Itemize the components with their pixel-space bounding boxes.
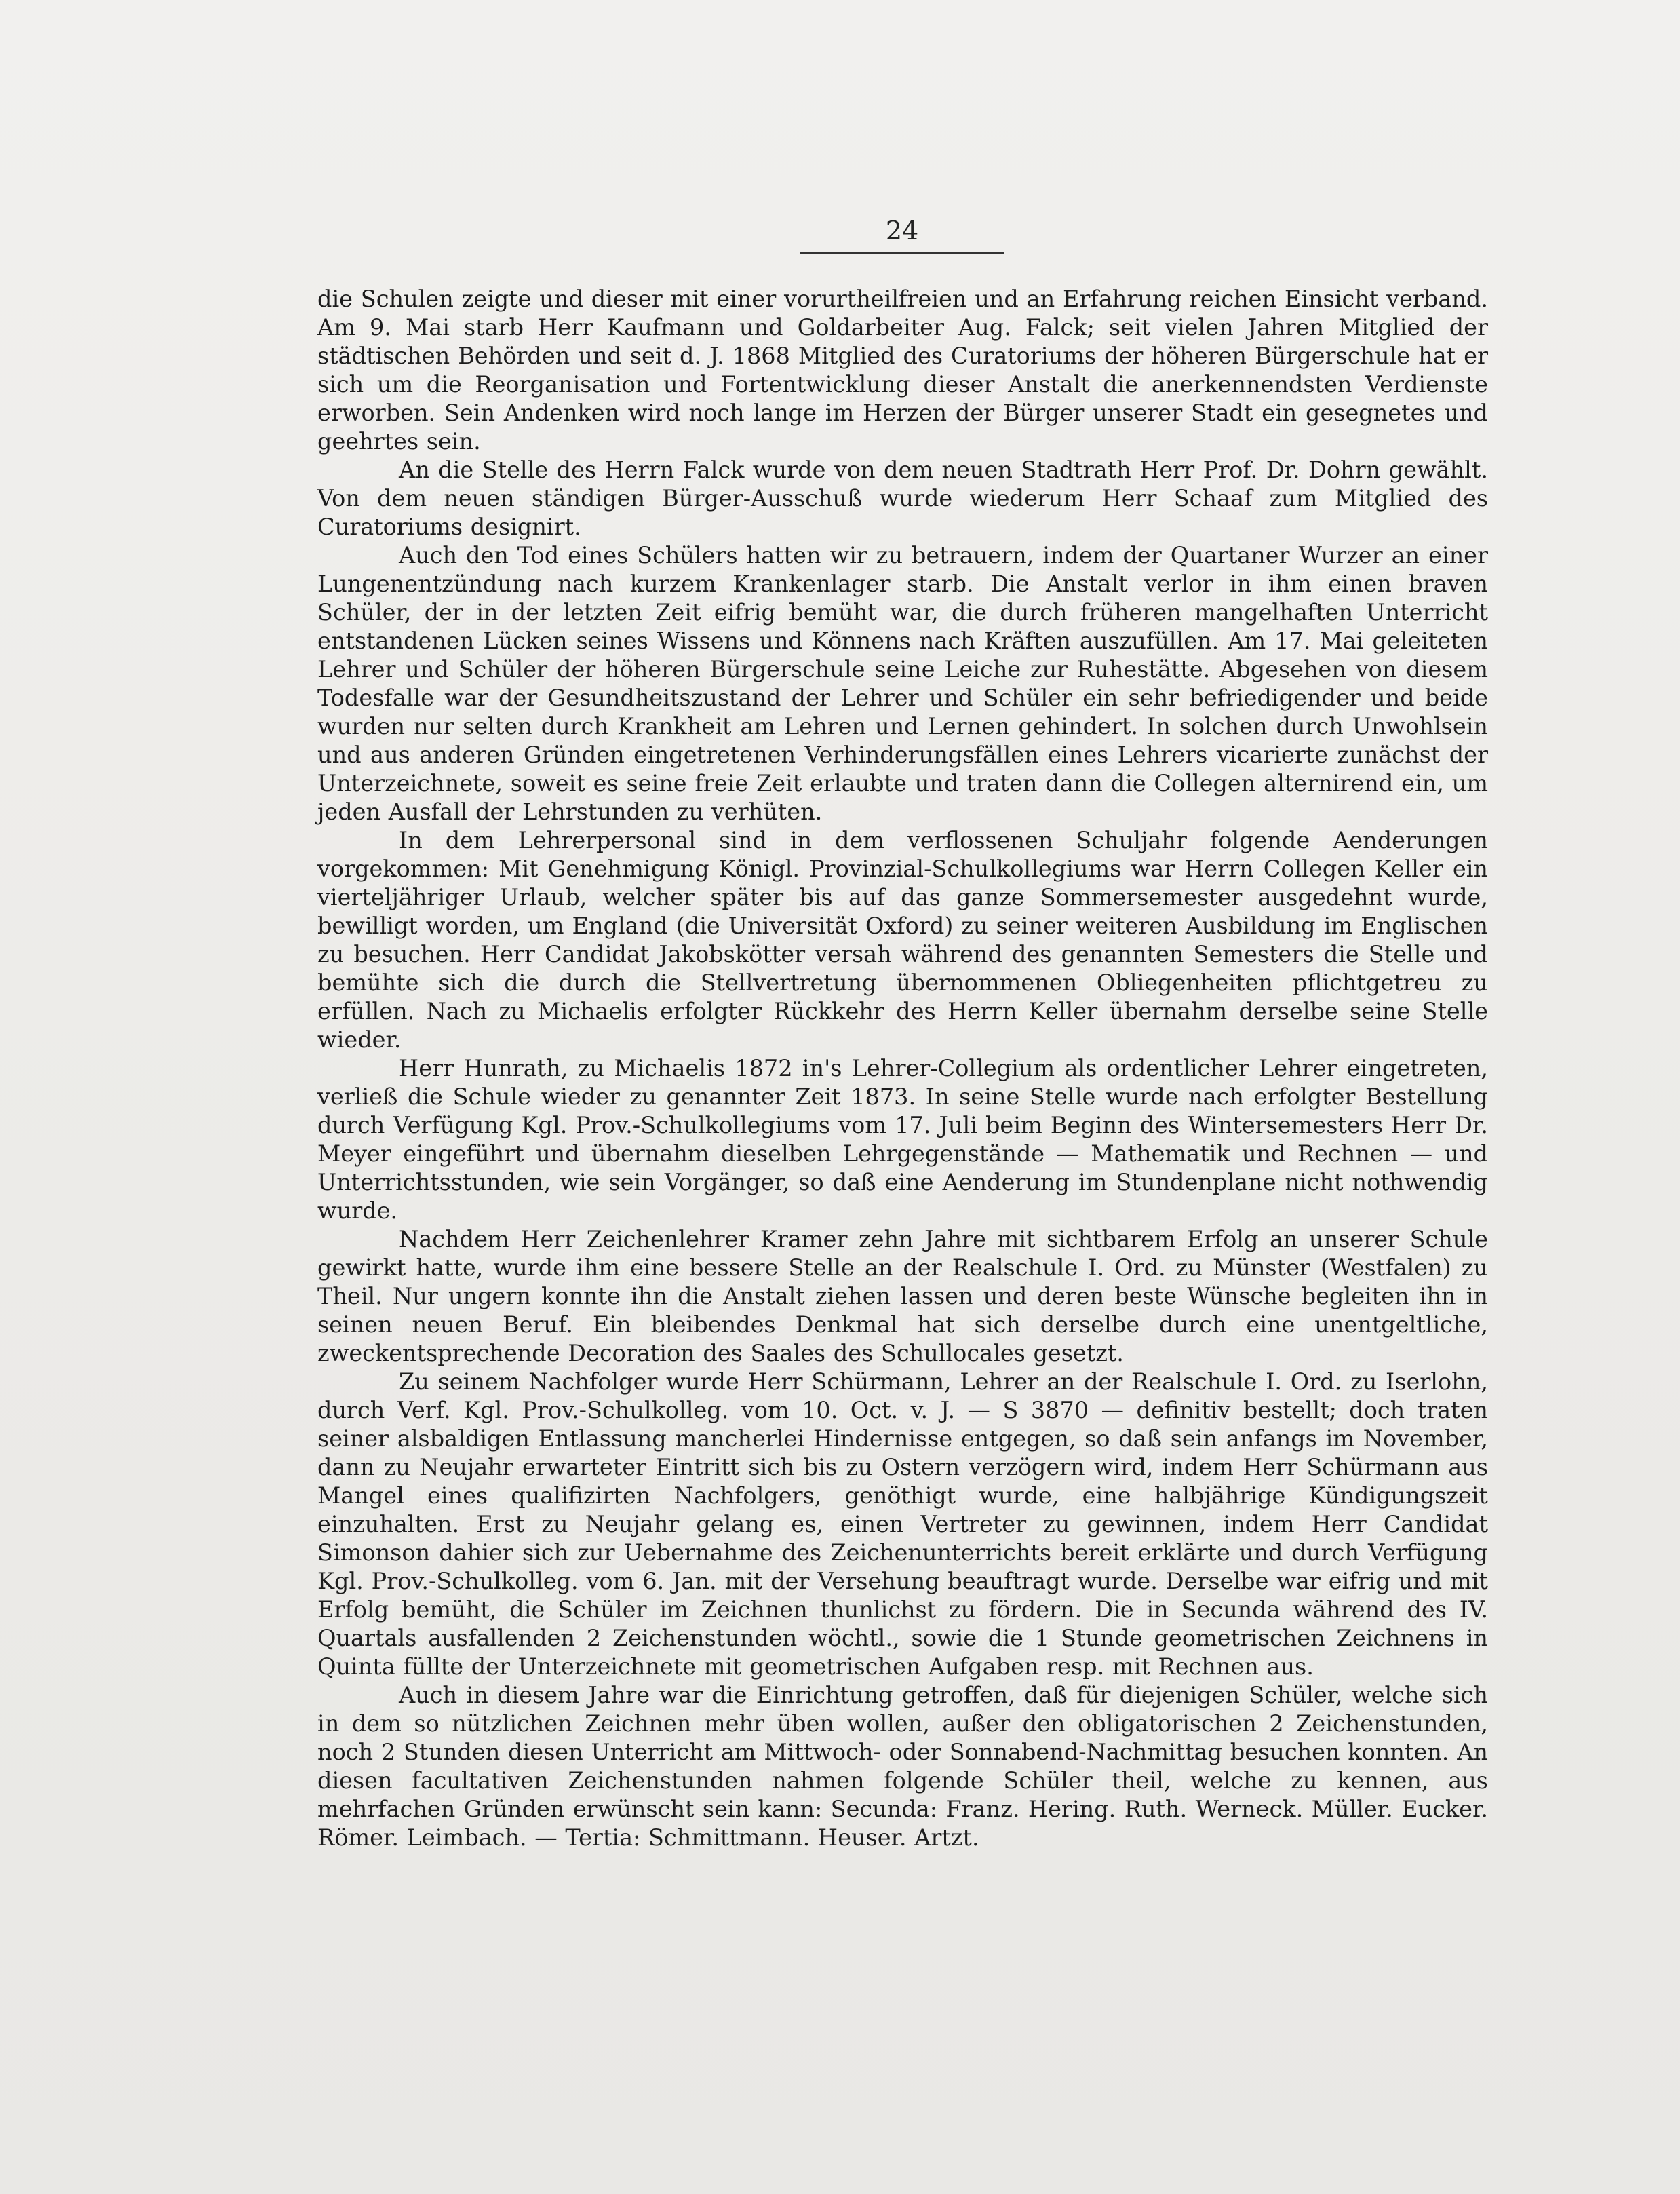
paragraph: Zu seinem Nachfolger wurde Herr Schürmann, Lehrer an der Realschule I. Ord. zu Iserlohn, durch Verf. Kgl. Prov.-Schulkolleg. vom 10. Oct. v. J. — S 3870 — definitiv bestellt; doch traten seiner alsbaldigen Entlassung mancherlei Hindernisse entgegen, so daß sein anfangs im November, dann zu Neujahr erwarteter Eintritt sich bis zu Ostern verzögern wird, indem Herr Schürmann aus Mangel eines qualifizirten Nachfolgers, genöthigt wurde, eine halbjährige Kündigungszeit einzuhalten. Erst zu Neujahr gelang es, einen Vertreter zu gewinnen, indem Herr Candidat Simonson dahier sich zur Uebernahme des Zeichenunterrichts bereit erklärte und durch Verfügung Kgl. Prov.-Schulkolleg. vom 6. Jan. mit der Versehung beauftragt wurde. Derselbe war eifrig und mit Erfolg bemüht, die Schüler im Zeichnen thunlichst zu fördern. Die in Secunda während des IV. Quartals ausfallenden 2 Zeichenstunden wöchtl., sowie die 1 Stunde geometrischen Zeichnens in Quinta füllte der Unterzeichnete mit geometrischen Aufgaben resp. mit Rechnen aus. <box>317 1368 1488 1680</box>
body-text <box>317 285 1488 1852</box>
paragraph: In dem Lehrerpersonal sind in dem verflossenen Schuljahr folgende Aenderungen vorgekommen: Mit Genehmigung Königl. Provinzial-Schulkollegiums war Herrn Collegen Keller ein vierteljähriger Urlaub, welcher später bis auf das ganze Sommersemester ausgedehnt wurde, bewilligt worden, um England (die Universität Oxford) zu seiner weiteren Ausbildung im Englischen zu besuchen. Herr Candidat Jakobskötter versah während des genannten Semesters die Stelle und bemühte sich die durch die Stellvertretung übernommenen Obliegenheiten pflichtgetreu zu erfüllen. Nach zu Michaelis erfolgter Rückkehr des Herrn Keller übernahm derselbe seine Stelle wieder. <box>317 827 1488 1053</box>
paragraph: Nachdem Herr Zeichenlehrer Kramer zehn Jahre mit sichtbarem Erfolg an unserer Schule gewirkt hatte, wurde ihm eine bessere Stelle an der Realschule I. Ord. zu Münster (Westfalen) zu Theil. Nur ungern konnte ihn die Anstalt ziehen lassen und deren beste Wünsche begleiten ihn in seinen neuen Beruf. Ein bleibendes Denkmal hat sich derselbe durch eine unentgeltliche, zweckentsprechende Decoration des Saales des Schullocales gesetzt. <box>317 1226 1488 1366</box>
paragraph: Herr Hunrath, zu Michaelis 1872 in's Lehrer-Collegium als ordentlicher Lehrer eingetreten, verließ die Schule wieder zu genannter Zeit 1873. In seine Stelle wurde nach erfolgter Bestellung durch Verfügung Kgl. Prov.-Schulkollegiums vom 17. Juli beim Beginn des Wintersemesters Herr Dr. Meyer eingeführt und übernahm dieselben Lehrgegenstände — Mathematik und Rechnen — und Unterrichtsstunden, wie sein Vorgänger, so daß eine Aenderung im Stundenplane nicht nothwendig wurde. <box>317 1055 1488 1224</box>
paragraph: Auch in diesem Jahre war die Einrichtung getroffen, daß für diejenigen Schüler, welche sich in dem so nützlichen Zeichnen mehr üben wollen, außer den obligatorischen 2 Zeichenstunden, noch 2 Stunden diesen Unterricht am Mittwoch- oder Sonnabend-Nachmittag besuchen konnten. An diesen facultativen Zeichenstunden nahmen folgende Schüler theil, welche zu kennen, aus mehrfachen Gründen erwünscht sein kann: Secunda: Franz. Hering. Ruth. Werneck. Müller. Eucker. Römer. Leimbach. — Tertia: Schmittmann. Heuser. Artzt. <box>317 1682 1488 1851</box>
page-number: 24 <box>885 216 919 246</box>
paragraph: An die Stelle des Herrn Falck wurde von dem neuen Stadtrath Herr Prof. Dr. Dohrn gewählt. Von dem neuen ständigen Bürger-Ausschuß wurde wiederum Herr Schaaf zum Mitglied des Curatoriums designirt. <box>317 457 1488 540</box>
header-rule <box>800 252 1004 254</box>
paragraph: Auch den Tod eines Schülers hatten wir zu betrauern, indem der Quartaner Wurzer an einer Lungenentzündung nach kurzem Krankenlager starb. Die Anstalt verlor in ihm einen braven Schüler, der in der letzten Zeit eifrig bemüht war, die durch früheren mangelhaften Unterricht entstandenen Lücken seines Wissens und Könnens nach Kräften auszufüllen. Am 17. Mai geleiteten Lehrer und Schüler der höheren Bürgerschule seine Leiche zur Ruhestätte. Abgesehen von diesem Todesfalle war der Gesundheitszustand der Lehrer und Schüler ein sehr befriedigender und beide wurden nur selten durch Krankheit am Lehren und Lernen gehindert. In solchen durch Unwohlsein und aus anderen Gründen eingetretenen Verhinderungsfällen eines Lehrers vicarierte zunächst der Unterzeichnete, soweit es seine freie Zeit erlaubte und traten dann die Collegen alternirend ein, um jeden Ausfall der Lehrstunden zu verhüten. <box>317 542 1488 825</box>
paragraph: die Schulen zeigte und dieser mit einer vorurtheilfreien und an Erfahrung reichen Einsicht verband. Am 9. Mai starb Herr Kaufmann und Goldarbeiter Aug. Falck; seit vielen Jahren Mitglied der städtischen Behörden und seit d. J. 1868 Mitglied des Curatoriums der höheren Bürgerschule hat er sich um die Reorganisation und Fortentwicklung dieser Anstalt die anerkennendsten Verdienste erworben. Sein Andenken wird noch lange im Herzen der Bürger unserer Stadt ein gesegnetes und geehrtes sein. <box>317 286 1488 455</box>
